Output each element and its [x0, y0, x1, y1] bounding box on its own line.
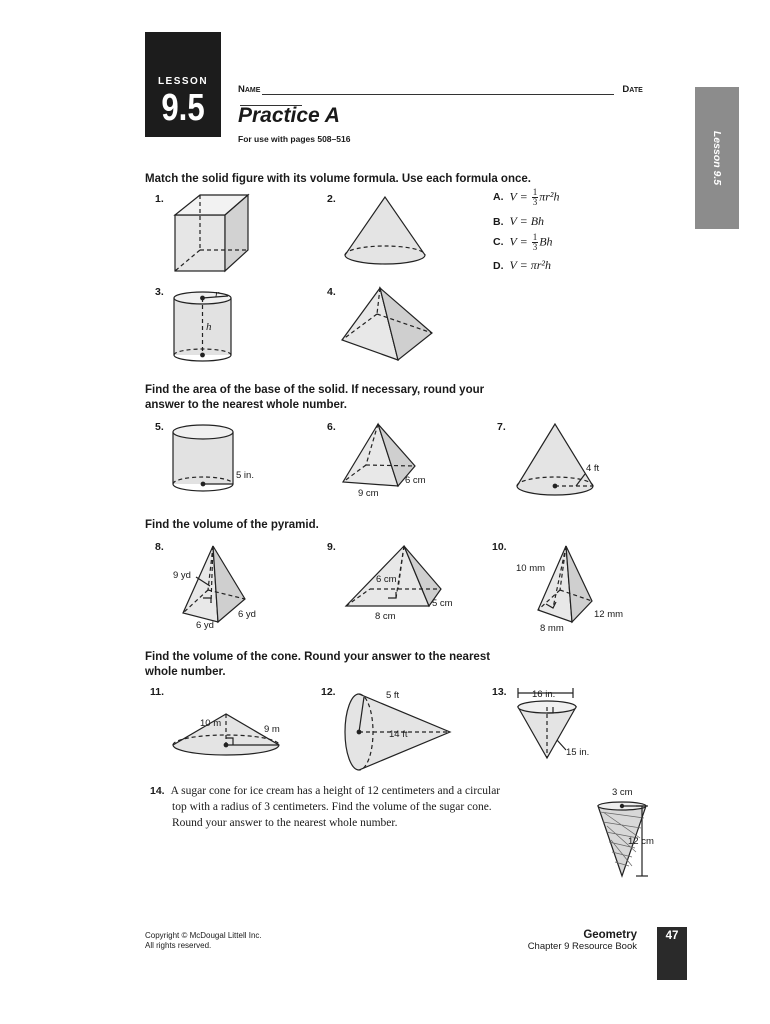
section2-instruction: Find the area of the base of the solid. If necessary, round your answer to the nearest whole number. [145, 384, 485, 411]
cylinder-q5-figure [173, 425, 233, 491]
book-chapter: Chapter 9 Resource Book [527, 941, 637, 952]
q10-side-label: 12 mm [594, 609, 624, 620]
item-number: 8. [155, 541, 164, 553]
q7-radius-label: 4 ft [586, 463, 600, 474]
formula-b: B. V = Bh [493, 214, 545, 228]
q6-base-label: 9 cm [358, 488, 379, 499]
cube-figure [175, 195, 248, 271]
side-tab-label: Lesson 9.5 [711, 130, 723, 186]
cone-q7-figure [517, 424, 593, 495]
fig3-radius-label: r [215, 288, 220, 300]
fraction: $\frac{1}{3}$ [532, 232, 538, 252]
q14-radius-label: 3 cm [612, 787, 633, 798]
q9-side-label: 5 cm [432, 598, 453, 609]
book-title: Geometry [583, 929, 637, 941]
fig3-height-label: h [206, 321, 212, 333]
item-number: 12. [321, 686, 336, 698]
section3-instruction: Find the volume of the pyramid. [145, 519, 319, 531]
q8-side-label: 6 yd [238, 609, 256, 620]
q12-radius-label: 5 ft [386, 690, 400, 701]
formula-c: C. V = $\frac{1}{3}$ Bh [493, 232, 553, 252]
item-number: 5. [155, 421, 164, 433]
formula-d: D. V = πr²h [493, 258, 551, 272]
q10-height-label: 10 mm [516, 563, 546, 574]
fraction: $\frac{1}{3}$ [532, 187, 538, 207]
section4-instruction: Find the volume of the cone. Round your answer to the nearest whole number. [145, 651, 491, 678]
pyramid-q8-figure [183, 546, 245, 622]
q9-base-label: 8 cm [375, 611, 396, 622]
q9-height-label: 6 cm [376, 574, 397, 585]
item-number: 7. [497, 421, 506, 433]
item-number: 11. [150, 686, 165, 698]
q5-radius-label: 5 in. [236, 470, 254, 481]
date-label: Date [622, 84, 643, 95]
item-number: 9. [327, 541, 336, 553]
copyright: Copyright © McDougal Littell Inc. All rights reserved. [145, 931, 262, 950]
page-title: Practice A [238, 104, 340, 127]
q8-base-label: 6 yd [196, 620, 214, 631]
question-14: 14. A sugar cone for ice cream has a height of 12 centimeters and a circular top with a radius of 3 centimeters. Find the volume of the sugar cone. Round your answer to the nearest whole number. [150, 785, 501, 829]
q8-height-label: 9 yd [173, 570, 191, 581]
q11-radius-label: 9 m [264, 724, 280, 735]
q12-height-label: 14 ft [389, 729, 408, 740]
q13-height-label: 15 in. [566, 747, 590, 758]
q10-base-label: 8 mm [540, 623, 564, 634]
cylinder-figure [174, 292, 231, 361]
q13-diameter-label: 16 in. [532, 689, 556, 700]
footer-book [480, 929, 637, 952]
lesson-word: LESSON [157, 76, 209, 87]
section1-instruction: Match the solid figure with its volume formula. Use each formula once. [145, 173, 531, 185]
page-subtitle: For use with pages 508–516 [238, 134, 351, 144]
cone-figure [345, 197, 425, 264]
item-number: 6. [327, 421, 336, 433]
q14-height-label: 12 cm [628, 836, 654, 847]
item-number: 2. [327, 193, 336, 205]
q6-side-label: 6 cm [405, 475, 426, 486]
item-number: 1. [155, 193, 164, 205]
item-number: 13. [492, 686, 507, 698]
lesson-number: 9.5 [161, 87, 205, 129]
item-number: 3. [155, 286, 164, 298]
item-number: 10. [492, 541, 507, 553]
pyramid-figure [342, 288, 432, 360]
q11-height-label: 10 m [200, 718, 222, 729]
page-number: 47 [657, 927, 687, 980]
formula-a: A. V = $\frac{1}{3}$ πr²h [493, 187, 560, 207]
pyramid-q10-figure [538, 546, 592, 622]
name-label: Name [238, 84, 261, 95]
item-number: 4. [327, 286, 336, 298]
